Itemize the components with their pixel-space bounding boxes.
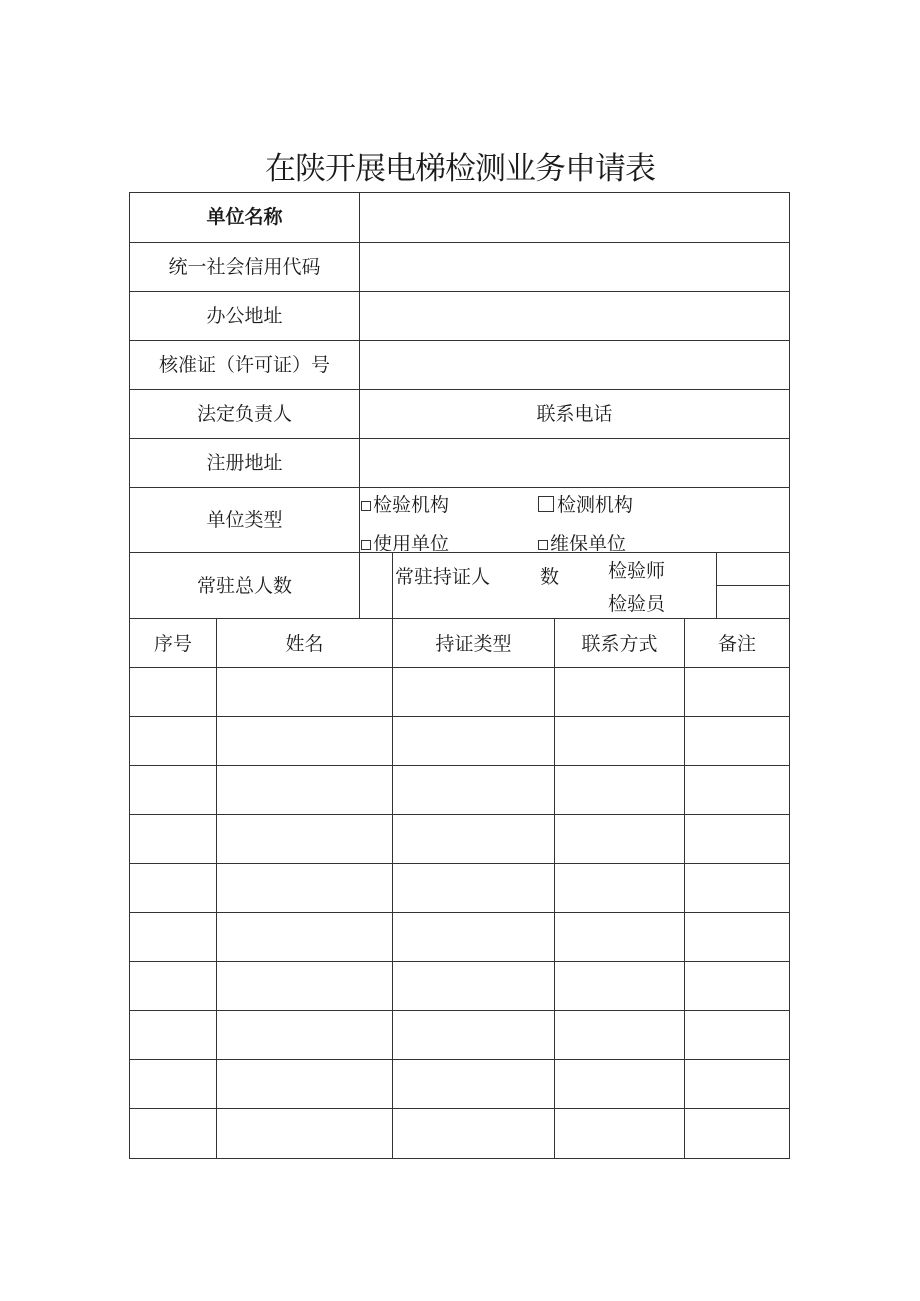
column-line (684, 618, 685, 1158)
row-line (129, 961, 790, 962)
row-line (129, 814, 790, 815)
row-line (129, 192, 790, 193)
label-resident-total: 常驻总人数 (196, 575, 292, 597)
label-resident-certified-suffix: 数 (540, 566, 560, 588)
label-unit-name: 单位名称 (206, 206, 283, 228)
row-line (129, 1010, 790, 1011)
row-line (129, 242, 790, 243)
label-contact-phone: 联系电话 (536, 403, 613, 425)
label-inspector-engineer: 检验师 (608, 560, 666, 582)
label-office-address: 办公地址 (206, 305, 283, 327)
column-line (554, 618, 555, 1158)
label-unit-type: 单位类型 (206, 509, 283, 531)
label-credit-code: 统一社会信用代码 (168, 256, 321, 278)
column-line (216, 618, 217, 1158)
option-maintenance-unit[interactable]: 维保单位 (538, 533, 626, 551)
label-inspector: 检验员 (608, 593, 666, 615)
row-line (129, 912, 790, 913)
checkbox-icon[interactable] (538, 540, 548, 550)
label-license-no: 核准证（许可证）号 (158, 354, 330, 376)
row-line (716, 585, 790, 586)
border-left (129, 192, 130, 1158)
row-line (129, 552, 790, 553)
row-line (129, 340, 790, 341)
header-name: 姓名 (285, 633, 324, 655)
row-line (129, 765, 790, 766)
checkbox-icon[interactable] (538, 496, 554, 512)
row-line (129, 291, 790, 292)
option-testing-agency[interactable]: 检测机构 (538, 494, 633, 516)
unit-type-row2 (360, 530, 789, 551)
header-index: 序号 (153, 633, 192, 655)
row-line (129, 618, 790, 619)
checkbox-icon[interactable] (361, 501, 371, 511)
row-line (129, 1059, 790, 1060)
column-line (392, 552, 393, 618)
row-line (129, 438, 790, 439)
row-line (129, 1158, 790, 1159)
header-remarks: 备注 (717, 633, 756, 655)
checkbox-icon[interactable] (361, 540, 371, 550)
column-line (716, 552, 717, 618)
header-cert-type: 持证类型 (435, 633, 512, 655)
option-inspection-agency[interactable]: 检验机构 (361, 494, 449, 516)
row-line (129, 487, 790, 488)
option-user-unit[interactable]: 使用单位 (361, 533, 449, 551)
column-line (392, 618, 393, 1158)
row-line (129, 389, 790, 390)
row-line (129, 1108, 790, 1109)
label-registered-address: 注册地址 (206, 452, 283, 474)
row-line (129, 863, 790, 864)
label-resident-certified: 常驻持证人 (395, 566, 491, 588)
row-line (129, 667, 790, 668)
border-right (789, 192, 790, 1158)
form-title: 在陕开展电梯检测业务申请表 (265, 151, 655, 187)
row-line (129, 716, 790, 717)
label-legal-rep: 法定负责人 (196, 403, 292, 425)
header-contact: 联系方式 (581, 633, 658, 655)
